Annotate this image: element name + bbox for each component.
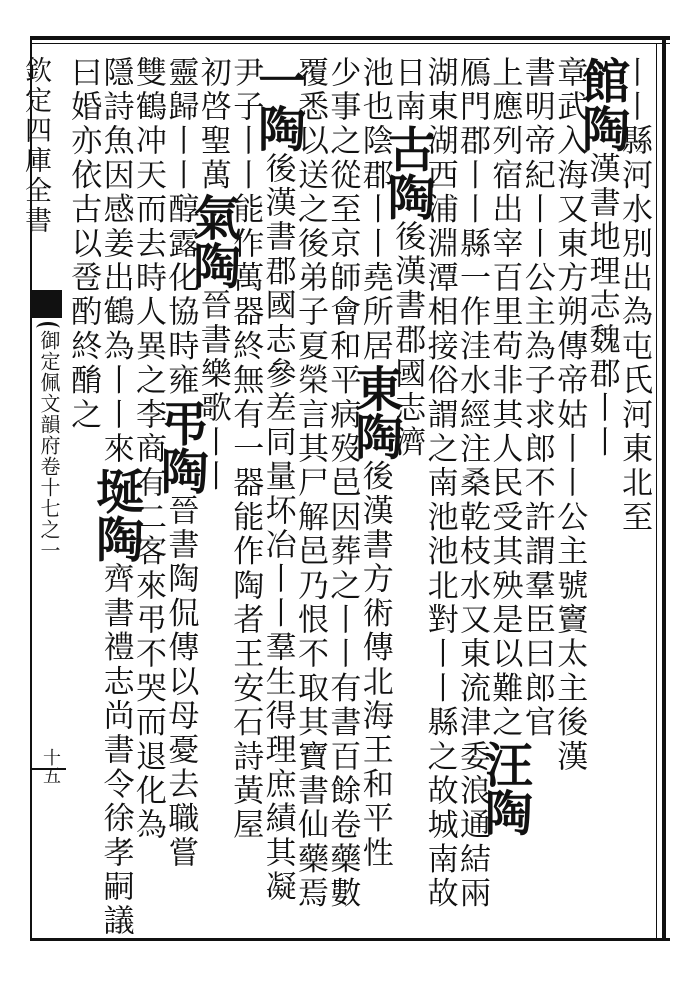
collection-title: 欽定四庫全書: [20, 56, 51, 236]
entry-headword: 弔陶: [152, 398, 209, 495]
entry-text: 尹子丨丨能作萬器終無有一器能作陶者王安石詩黃屋: [227, 56, 264, 843]
entry-text: 隱詩魚因感姜出鶴為丨丨來: [97, 56, 134, 467]
entry-headword: 氣陶: [184, 192, 241, 289]
entry-text: 後漢書郡國志濟: [389, 220, 426, 460]
entry-text: 池也: [356, 56, 393, 125]
entry-headword: 埏陶: [87, 466, 144, 563]
entry-text: 雙鶴冲天而去時人異之李商: [130, 56, 166, 467]
entry-text: 曰婚亦依古以卺酌終酳之: [65, 56, 102, 433]
entry-headword: 古陶: [379, 124, 436, 221]
entry-text: 初啓聖萬: [194, 56, 231, 193]
entry-headword: 東陶: [346, 363, 403, 460]
entry-text: 靈歸丨丨: [162, 56, 199, 193]
entry-text: 少事之從至京師會和平病歿邑因葬之丨丨有書百餘卷藥數: [324, 56, 361, 911]
entry-text: 後漢書方術傳北海王和平性: [356, 459, 393, 871]
entry-text: 鴈門郡丨丨縣一作洼水經注桑乾枝水又東流津委浪通結兩: [454, 56, 490, 911]
page-gutter: [0, 0, 64, 981]
entry-text: 書明帝紀丨丨公主為子求郎不許謂羣臣曰郎官: [518, 56, 555, 740]
entry-text: 後漢書郡國志參差同量坏冶丨丨羣生得理庶績其凝: [259, 152, 296, 905]
frame-right-inner-rule: [656, 43, 657, 938]
fishtail-mark-icon: [32, 290, 62, 318]
entry-text: 湖東湖西浦淵潭相接俗謂之南池池北對丨丨縣之故城南故: [421, 56, 458, 911]
entry-text: 齊書禮志尚書令徐孝嗣議: [97, 562, 134, 939]
entry-text: 晉書樂歌丨丨: [194, 288, 231, 495]
book-volume-title: 御定佩文韻府卷十七之一: [37, 330, 61, 561]
entry-text: 日南: [389, 56, 426, 125]
entry-headword: 館陶: [573, 56, 630, 152]
entry-headword: 一陶: [249, 56, 306, 152]
entry-text: 章武入海又東方朔傳帝姑丨丨公主號竇太主後漢: [551, 56, 588, 775]
frame-top-border: [30, 36, 670, 40]
entry-text: 有二客來弔不哭而退化為: [130, 466, 166, 843]
entry-text: 覆悉以送之後弟子夏榮言其尸解邑乃恨不取其寶書仙藥焉: [292, 56, 328, 911]
entry-text: 陰郡丨丨堯所居: [356, 124, 393, 364]
entry-headword: 汪陶: [476, 740, 533, 836]
entry-text: 晉書陶侃傳以母憂去職嘗: [162, 494, 199, 871]
entry-text: 醇露化協時雍: [162, 192, 199, 399]
frame-right-border: [662, 36, 666, 941]
entry-text: 漢書地理志魏郡丨丨: [583, 152, 620, 460]
text-column: [61, 56, 105, 432]
entry-text: 上應列宿出宰百里苟非其人民受其殃是以難之: [486, 56, 523, 740]
entry-text: 丨丨縣河水別出為屯氏河東北至: [616, 56, 652, 535]
page-number: 十五: [40, 748, 61, 784]
frame-top-inner-rule: [30, 43, 670, 44]
